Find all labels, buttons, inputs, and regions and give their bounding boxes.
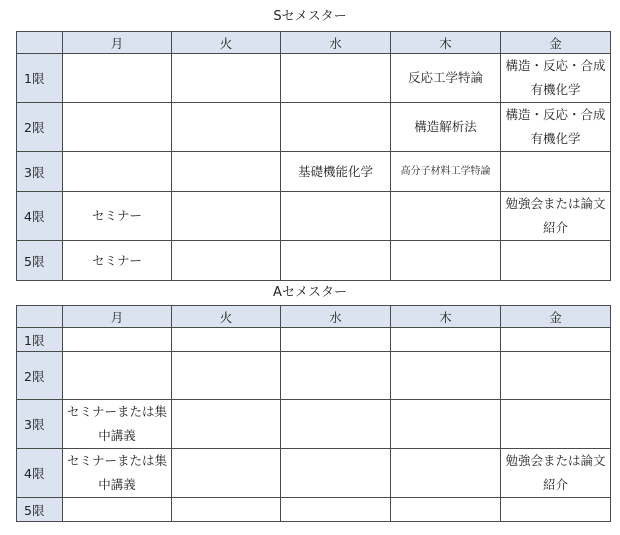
cell-p5-wed bbox=[281, 241, 391, 281]
period-label: 2限 bbox=[17, 103, 63, 152]
cell-p4-tue bbox=[172, 192, 281, 241]
cell-p3-wed bbox=[281, 400, 391, 449]
period-row-4 bbox=[17, 192, 611, 241]
cell-p1-thu bbox=[391, 328, 501, 352]
cell-p5-mon: セミナー bbox=[63, 241, 172, 281]
cell-p5-tue bbox=[172, 498, 281, 522]
cell-p4-mon: セミナー bbox=[63, 192, 172, 241]
day-header-tue: 火 bbox=[172, 32, 281, 54]
cell-p2-fri bbox=[501, 352, 611, 400]
cell-p2-mon bbox=[63, 352, 172, 400]
cell-p2-fri: 構造・反応・合成有機化学 bbox=[501, 103, 611, 152]
cell-p1-tue bbox=[172, 54, 281, 103]
cell-p3-thu: 高分子材料工学特論 bbox=[391, 152, 501, 192]
cell-p1-thu: 反応工学特論 bbox=[391, 54, 501, 103]
cell-p4-fri: 勉強会または論文紹介 bbox=[501, 449, 611, 498]
cell-p1-wed bbox=[281, 328, 391, 352]
cell-p3-wed: 基礎機能化学 bbox=[281, 152, 391, 192]
header-row bbox=[17, 306, 611, 328]
cell-p4-wed bbox=[281, 449, 391, 498]
cell-p3-fri bbox=[501, 152, 611, 192]
period-label: 4限 bbox=[17, 192, 63, 241]
cell-p1-tue bbox=[172, 328, 281, 352]
header-row bbox=[17, 32, 611, 54]
day-header-thu: 木 bbox=[391, 32, 501, 54]
cell-p5-mon bbox=[63, 498, 172, 522]
s-semester-title: Sセメスター bbox=[273, 9, 347, 24]
cell-p1-mon bbox=[63, 54, 172, 103]
cell-p4-thu bbox=[391, 192, 501, 241]
period-row-4 bbox=[17, 449, 611, 498]
a-semester-title: Aセメスター bbox=[273, 285, 347, 300]
cell-p3-thu bbox=[391, 400, 501, 449]
cell-p5-thu bbox=[391, 241, 501, 281]
cell-p3-tue bbox=[172, 152, 281, 192]
cell-p2-tue bbox=[172, 352, 281, 400]
period-label: 4限 bbox=[17, 449, 63, 498]
cell-p5-wed bbox=[281, 498, 391, 522]
day-header-tue: 火 bbox=[172, 306, 281, 328]
cell-p1-fri: 構造・反応・合成有機化学 bbox=[501, 54, 611, 103]
period-label: 5限 bbox=[17, 241, 63, 281]
cell-p2-mon bbox=[63, 103, 172, 152]
day-header-mon: 月 bbox=[63, 306, 172, 328]
cell-p2-thu: 構造解析法 bbox=[391, 103, 501, 152]
period-label: 1限 bbox=[17, 54, 63, 103]
cell-p2-wed bbox=[281, 352, 391, 400]
period-label: 1限 bbox=[17, 328, 63, 352]
period-row-2 bbox=[17, 352, 611, 400]
period-row-2 bbox=[17, 103, 611, 152]
cell-p3-mon: セミナーまたは集中講義 bbox=[63, 400, 172, 449]
cell-p2-thu bbox=[391, 352, 501, 400]
day-header-mon: 月 bbox=[63, 32, 172, 54]
cell-p1-mon bbox=[63, 328, 172, 352]
corner-cell bbox=[17, 306, 63, 328]
period-row-5 bbox=[17, 498, 611, 522]
period-label: 5限 bbox=[17, 498, 63, 522]
period-row-3 bbox=[17, 152, 611, 192]
cell-p4-fri: 勉強会または論文紹介 bbox=[501, 192, 611, 241]
period-label: 2限 bbox=[17, 352, 63, 400]
cell-p2-tue bbox=[172, 103, 281, 152]
cell-p3-fri bbox=[501, 400, 611, 449]
period-row-3 bbox=[17, 400, 611, 449]
period-label: 3限 bbox=[17, 400, 63, 449]
day-header-wed: 水 bbox=[281, 32, 391, 54]
cell-p5-thu bbox=[391, 498, 501, 522]
cell-p4-mon: セミナーまたは集中講義 bbox=[63, 449, 172, 498]
s-semester-timetable bbox=[16, 31, 611, 281]
cell-p5-tue bbox=[172, 241, 281, 281]
cell-p5-fri bbox=[501, 241, 611, 281]
cell-p2-wed bbox=[281, 103, 391, 152]
day-header-wed: 水 bbox=[281, 306, 391, 328]
period-row-1 bbox=[17, 54, 611, 103]
a-semester-timetable bbox=[16, 305, 611, 522]
cell-p5-fri bbox=[501, 498, 611, 522]
period-row-1 bbox=[17, 328, 611, 352]
cell-p4-wed bbox=[281, 192, 391, 241]
day-header-fri: 金 bbox=[501, 32, 611, 54]
period-row-5 bbox=[17, 241, 611, 281]
cell-p3-tue bbox=[172, 400, 281, 449]
day-header-thu: 木 bbox=[391, 306, 501, 328]
cell-p1-wed bbox=[281, 54, 391, 103]
day-header-fri: 金 bbox=[501, 306, 611, 328]
period-label: 3限 bbox=[17, 152, 63, 192]
cell-p4-tue bbox=[172, 449, 281, 498]
cell-p3-mon bbox=[63, 152, 172, 192]
corner-cell bbox=[17, 32, 63, 54]
cell-p1-fri bbox=[501, 328, 611, 352]
cell-p4-thu bbox=[391, 449, 501, 498]
